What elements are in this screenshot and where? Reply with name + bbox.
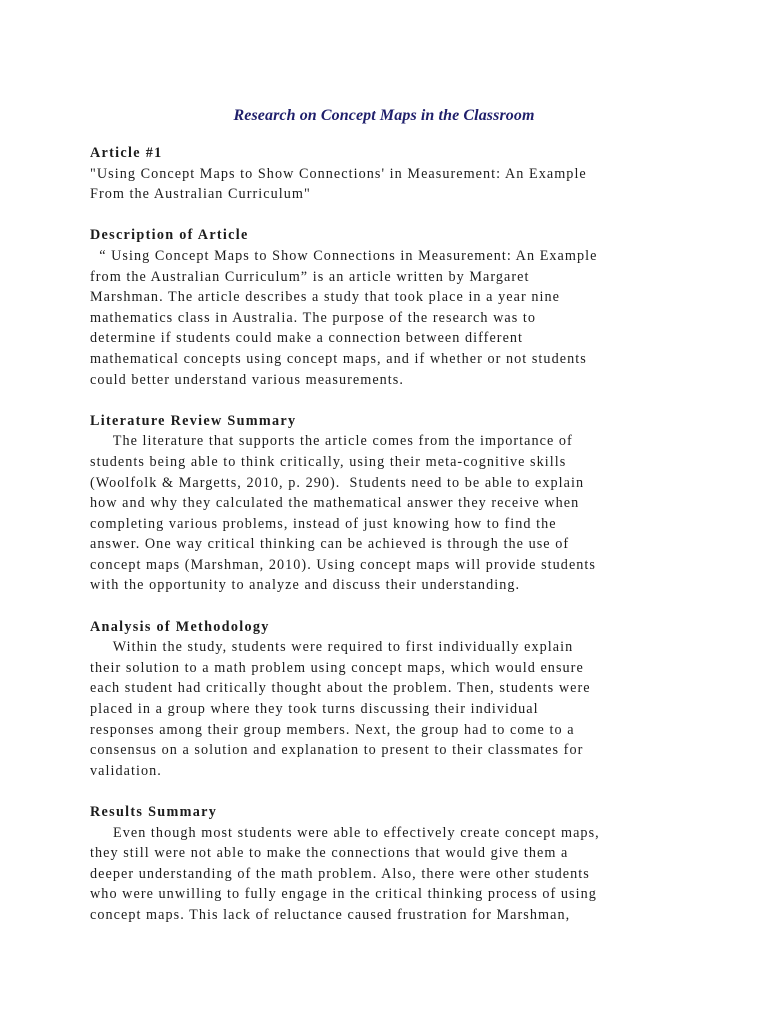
text-line: each student had critically thought about the problem. Then, students were [90,680,591,697]
section-description [90,225,690,390]
text-line: with the opportunity to analyze and discuss their understanding. [90,577,521,594]
article-heading: Article #1 [90,145,163,161]
text-line: deeper understanding of the math problem. Also, there were other students [90,865,590,882]
text-line: placed in a group where they took turns discussing their individual [90,701,539,718]
text-line: The literature that supports the article comes from the importance of [90,433,573,450]
section-results [90,802,690,926]
text-line: (Woolfolk & Margetts, 2010, p. 290). Students need to be able to explain [90,474,585,491]
text-line: determine if students could make a connection between different [90,330,524,347]
paragraph-gap [90,781,690,802]
text-line: mathematical concepts using concept maps, and if whether or not students [90,350,587,367]
text-line: concept maps. This lack of reluctance caused frustration for Marshman, [90,906,571,923]
text-line: they still were not able to make the connections that would give them a [90,845,569,862]
text-line: validation. [90,762,162,779]
text-line: responses among their group members. Next, the group had to come to a [90,721,575,738]
text-line: consensus on a solution and explanation to present to their classmates for [90,742,584,759]
document-body [90,143,690,926]
paragraph-gap [90,390,690,411]
text-line: answer. One way critical thinking can be achieved is through the use of [90,536,570,553]
section-heading: Analysis of Methodology [90,618,270,635]
paragraph-gap [90,596,690,617]
text-line: completing various problems, instead of just knowing how to find the [90,515,557,532]
text-line: Marshman. The article describes a study that took place in a year nine [90,289,560,306]
text-line: students being able to think critically, using their meta-cognitive skills [90,453,567,470]
document-title: Research on Concept Maps in the Classroom [233,107,535,124]
text-line: mathematics class in Australia. The purpose of the research was to [90,309,537,326]
text-line: could better understand various measurements. [90,371,404,388]
paragraph-gap [90,205,690,226]
article-title-line: "Using Concept Maps to Show Connections' in Measurement: An Example [90,165,587,182]
text-line: concept maps (Marshman, 2010). Using concept maps will provide students [90,556,597,573]
section-heading: Description of Article [90,227,249,244]
section-heading: Literature Review Summary [90,412,297,429]
section-heading: Results Summary [90,804,218,820]
section-methodology [90,617,690,782]
text-line: who were unwilling to fully engage in the critical thinking process of using [90,886,597,903]
article-title-line: From the Australian Curriculum" [90,186,311,203]
text-line: how and why they calculated the mathematical answer they receive when [90,495,580,512]
text-line: Within the study, students were required to first individually explain [90,639,574,656]
text-line: Even though most students were able to effectively create concept maps, [90,824,600,841]
section-literature-review [90,411,690,596]
text-line: their solution to a math problem using concept maps, which would ensure [90,659,584,676]
text-line: from the Australian Curriculum” is an article written by Margaret [90,268,530,285]
text-line: “ Using Concept Maps to Show Connections in Measurement: An Example [90,247,598,264]
